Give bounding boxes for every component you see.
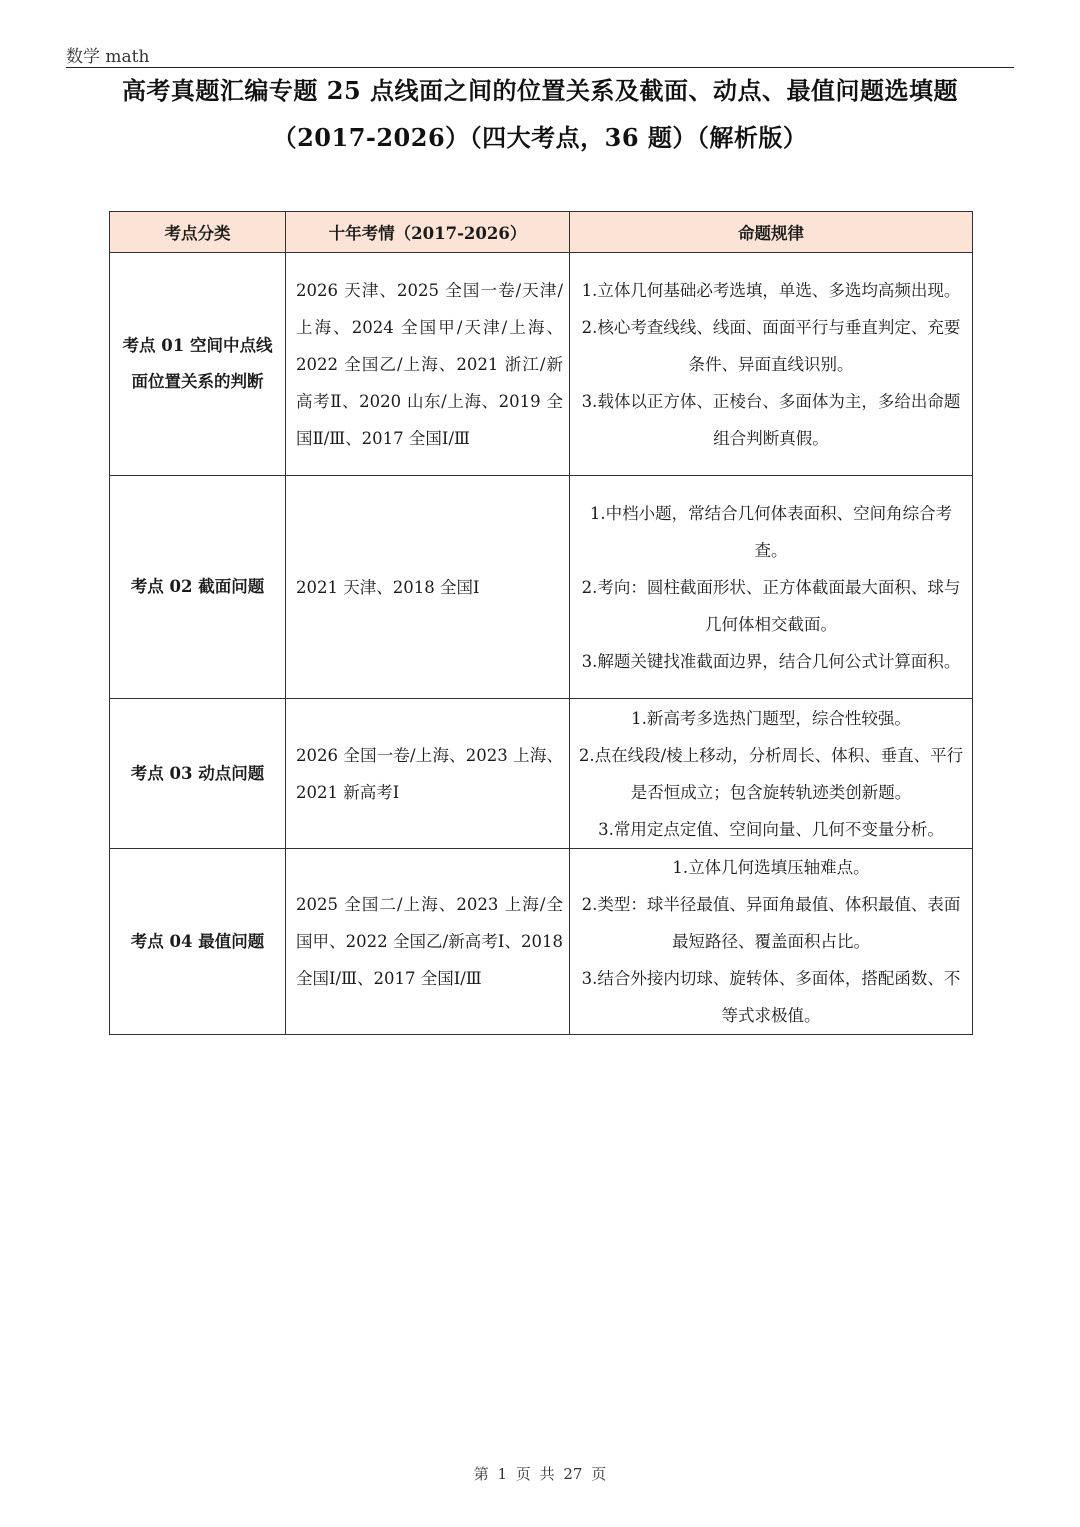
rule-item: 3.常用定点定值、空间向量、几何不变量分析。 (598, 819, 944, 839)
table-row (110, 699, 973, 849)
row-rules (570, 699, 973, 849)
rule-item: 1.中档小题，常结合几何体表面积、空间角综合考查。 (589, 503, 953, 560)
rule-item: 1.立体几何基础必考选填，单选、多选均高频出现。 (581, 280, 961, 300)
row-years: 2021 天津、2018 全国Ⅰ (286, 476, 570, 699)
row-years: 2026 天津、2025 全国一卷/天津/上海、2024 全国甲/天津/上海、2022 全国乙/上海、2021 浙江/新高考Ⅱ、2020 山东/上海、2019 全国Ⅱ/Ⅲ、2017 全国Ⅰ/Ⅲ (286, 253, 570, 476)
table-row (110, 476, 973, 699)
rule-item: 2.点在线段/棱上移动，分析周长、体积、垂直、平行是否恒成立；包含旋转轨迹类创新题。 (578, 745, 964, 802)
page-number-footer: 第 1 页 共 27 页 (473, 1465, 607, 1483)
table-row (110, 253, 973, 476)
row-category: 考点 02 截面问题 (110, 476, 286, 699)
rule-item: 2.核心考查线线、线面、面面平行与垂直判定、充要条件、异面直线识别。 (581, 317, 961, 374)
row-years: 2025 全国二/上海、2023 上海/全国甲、2022 全国乙/新高考Ⅰ、2018 全国Ⅰ/Ⅲ、2017 全国Ⅰ/Ⅲ (286, 849, 570, 1035)
row-category: 考点 04 最值问题 (110, 849, 286, 1035)
rule-item: 3.载体以正方体、正棱台、多面体为主，多给出命题组合判断真假。 (581, 391, 961, 448)
table-row (110, 849, 973, 1035)
rule-item: 2.考向：圆柱截面形状、正方体截面最大面积、球与几何体相交截面。 (581, 577, 961, 634)
header-subject-label: 数学 math (66, 47, 150, 67)
column-header-category: 考点分类 (110, 212, 286, 253)
row-rules (570, 253, 973, 476)
exam-points-table (109, 211, 973, 1035)
row-rules (570, 849, 973, 1035)
row-rules (570, 476, 973, 699)
column-header-rules: 命题规律 (570, 212, 973, 253)
document-title-line-1: 高考真题汇编专题 25 点线面之间的位置关系及截面、动点、最值问题选填题 (121, 76, 959, 105)
rule-item: 3.解题关键找准截面边界，结合几何公式计算面积。 (581, 651, 961, 671)
row-category: 考点 03 动点问题 (110, 699, 286, 849)
column-header-years: 十年考情（2017-2026） (286, 212, 570, 253)
document-title-line-2: （2017-2026）（四大考点，36 题）（解析版） (272, 123, 808, 152)
row-category: 考点 01 空间中点线面位置关系的判断 (110, 253, 286, 476)
rule-item: 1.新高考多选热门题型，综合性较强。 (631, 708, 911, 728)
rule-item: 1.立体几何选填压轴难点。 (672, 858, 870, 877)
rule-item: 3.结合外接内切球、旋转体、多面体，搭配函数、不等式求极值。 (581, 969, 961, 1025)
row-years: 2026 全国一卷/上海、2023 上海、2021 新高考Ⅰ (286, 699, 570, 849)
header-divider (66, 67, 1014, 68)
table-header-row (110, 212, 973, 253)
rule-item: 2.类型：球半径最值、异面角最值、体积最值、表面最短路径、覆盖面积占比。 (581, 895, 961, 951)
